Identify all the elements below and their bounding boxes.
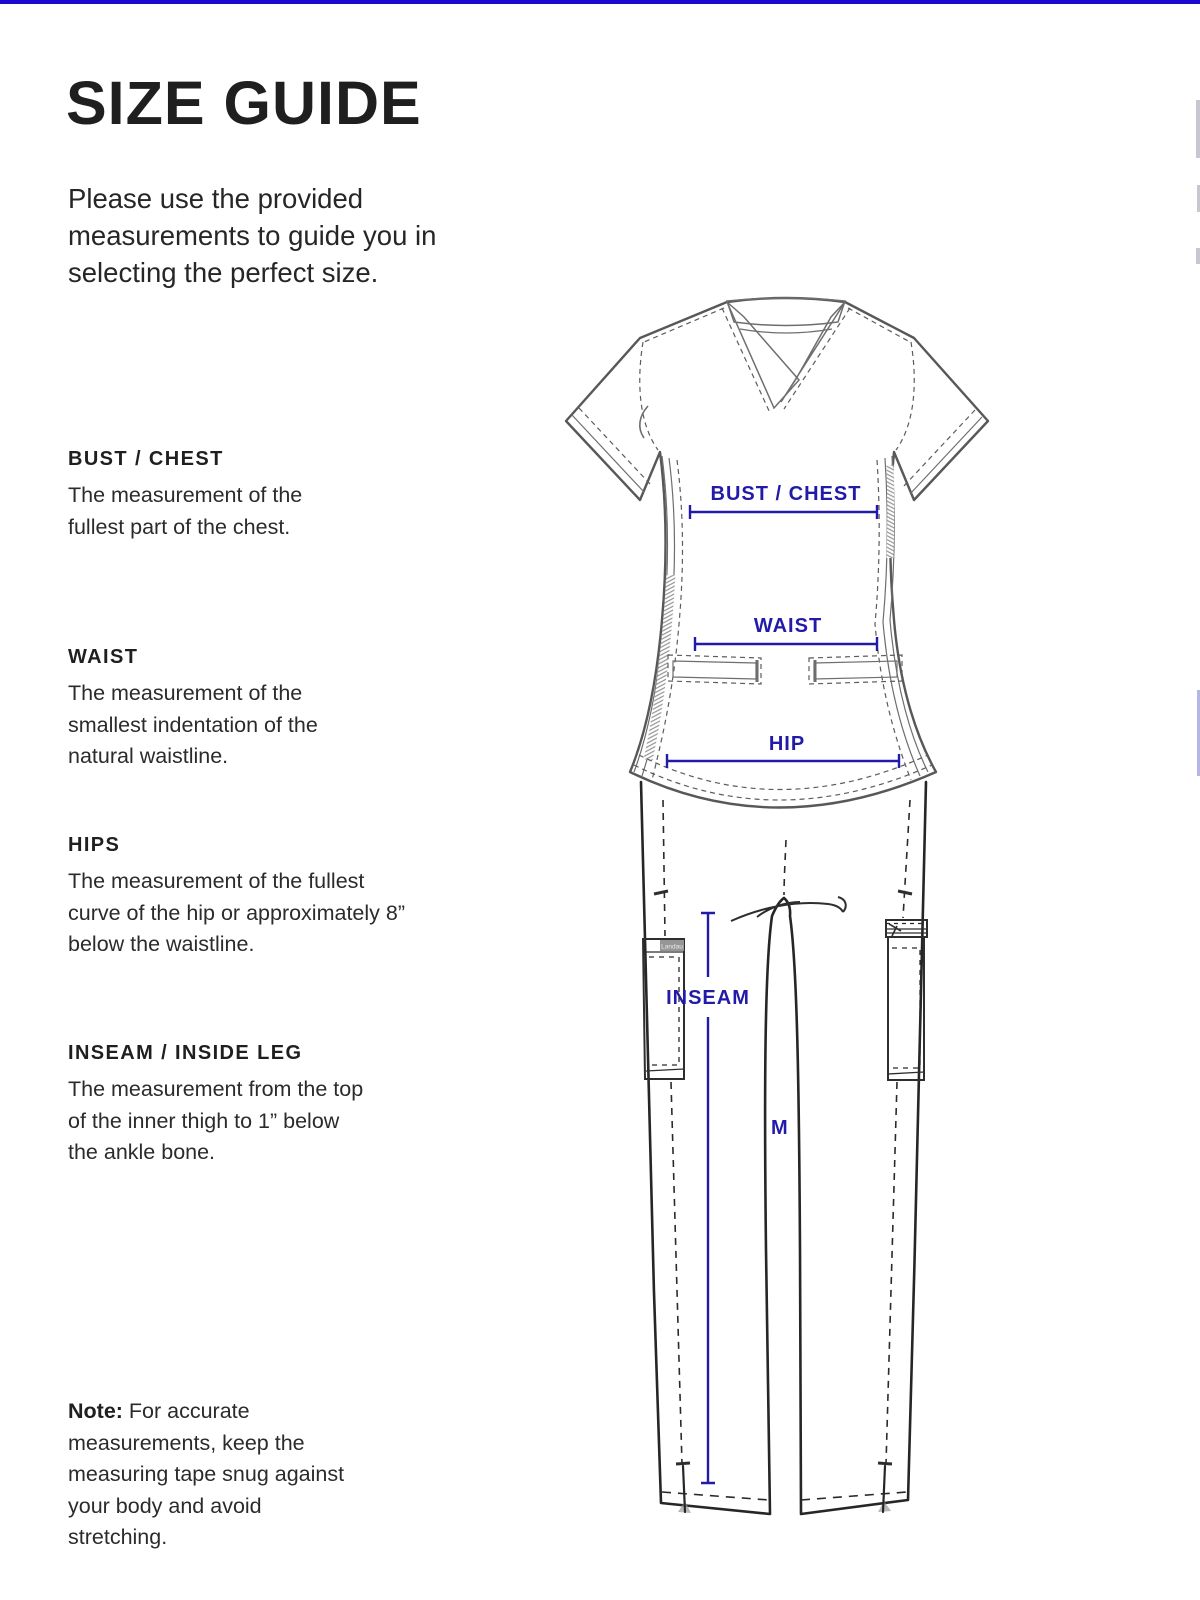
section-body: The measurement of the fullest part of the chest. (68, 483, 303, 539)
intro-text: Please use the provided measurements to guide you in selecting the perfect size. (68, 183, 437, 288)
note-text: Note: For accurate measurements, keep the measuring tape snug against your body and avoid stretching. (68, 1399, 345, 1549)
section-bust-chest (68, 448, 328, 543)
bust-measure-line (690, 505, 877, 519)
size-letter: M (771, 1117, 789, 1139)
waist-measure-label: WAIST (753, 615, 823, 637)
waist-measure-line (695, 637, 877, 651)
section-body: The measurement from the top of the inner thigh to 1” below the ankle bone. (68, 1077, 364, 1164)
scrub-top-illustration (566, 298, 988, 808)
cropped-artifact (1196, 100, 1200, 158)
section-inseam (68, 1042, 364, 1169)
page-title: SIZE GUIDE (66, 69, 422, 137)
section-heading: HIPS (68, 834, 121, 856)
hip-measure-label: HIP (768, 733, 806, 755)
section-hips (68, 834, 410, 961)
top-border-line (0, 0, 1200, 4)
welt-pockets (668, 655, 902, 684)
section-body: The measurement of the fullest curve of the hip or approximately 8” below the waistline. (68, 869, 405, 956)
section-waist (68, 646, 333, 773)
section-heading: WAIST (68, 646, 139, 668)
hip-measure-line (667, 754, 899, 768)
scrub-pants-illustration (641, 782, 927, 1514)
section-body: The measurement of the smallest indentation of the natural waistline. (68, 681, 318, 768)
loop-detail (640, 406, 648, 438)
bust-measure-label: BUST / CHEST (710, 483, 862, 505)
note-label: Note: (68, 1399, 123, 1423)
pocket-brand-label: Landau (661, 943, 683, 951)
size-guide-diagram (530, 270, 1200, 1600)
inseam-measure-label: INSEAM (666, 987, 750, 1009)
section-heading: BUST / CHEST (68, 448, 224, 470)
v-neck-collar (722, 298, 850, 413)
section-heading: INSEAM / INSIDE LEG (68, 1042, 303, 1064)
cropped-artifact (1196, 248, 1200, 264)
